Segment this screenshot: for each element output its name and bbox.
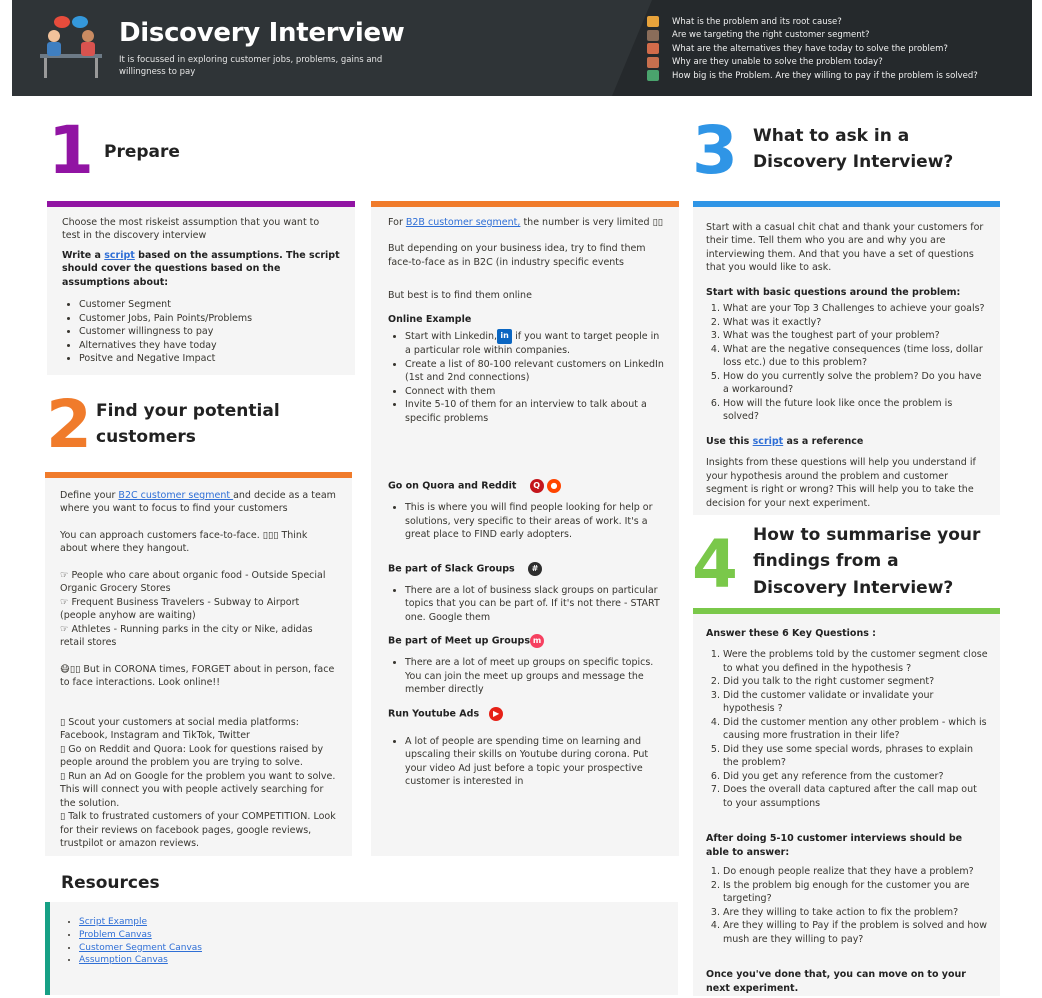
list-item: • Alternatives they have today — [79, 339, 340, 352]
list-item: 2. What was it exactly? — [723, 316, 988, 329]
list-item: • Customer willingness to pay — [79, 325, 340, 338]
questions-card: Start with a casual chit chat and thank your customers for their time. Tell them who you are and why you are interviewing them. And that you have a set of questions that you would like to ask. Start with basic questions around the problem: 1. What are your Top 3 Challenges to achieve your goals? 2. What was it exactly? 3. What was the toughest part of your problem? 4. What are the negative consequences (time loss, dollar loss etc.) due to this problem? 5. How do you currently solve the problem? Do you have a workaround? 6. How will the future look like once the problem is solved? Use this script as a reference Insights from these questions will help you understand if your hypothesis around the problem and customer segment is right or wrong? This will help you to take the decision for your next experiment. — [693, 201, 1000, 515]
list-item: • There are a lot of meet up groups on specific topics. You can join the meet up groups and message the member directly — [405, 656, 664, 696]
slack-icon: # — [528, 562, 542, 576]
list-item: 1. What are your Top 3 Challenges to achieve your goals? — [723, 302, 988, 315]
key-question: Are we targeting the right customer segment? — [647, 29, 978, 43]
reddit-icon: ● — [547, 479, 561, 493]
list-item: • Connect with them — [405, 385, 664, 398]
online-channels-card: For B2B customer segment, the number is very limited ▯▯ But depending on your business idea, try to find them face-to-face as in B2C (in industry specific events But best is to find them online Online Example • Start with Linkedin, in if you want to target people in a particular role within companies. • Create a list of 80-100 relevant customers on LinkedIn (1st and 2nd connections) • Connect with them • Invite 5-10 of them for an interview to talk about a specific problems Go on Quora and Reddit Q ● • This is where you will find people looking for help or solutions, very specific to their areas of work. It's a great place to FIND early adopters. Be part of Slack Groups # • There are a lot of business slack groups on particular topics that you can be part of. If it's not there - START one. Google them Be part of Meet up Groups m • There are a lot of meet up groups on specific topics. You can join the meet up groups and message the member directly Run Youtube Ads ▶ • A lot of people are spending time on learning and upscaling their skills on Youtube during corona. Put your video Ad just before a topic your prospective customer is interested in — [371, 201, 679, 856]
list-item: 1. Do enough people realize that they have a problem? — [723, 865, 988, 878]
quora-icon: Q — [530, 479, 544, 493]
b2c-segment-link[interactable]: B2C customer segment — [118, 490, 234, 501]
customer-segment-canvas-link[interactable]: Customer Segment Canvas — [79, 942, 202, 953]
money-icon — [647, 70, 659, 81]
people-icon — [647, 30, 659, 41]
prepare-card: Choose the most riskeist assumption that you want to test in the discovery interview Write a script based on the assumptions. The script should cover the questions based on the assumptions about: • Customer Segment • Customer Jobs, Pain Points/Problems • Customer willingness to pay • Alternatives they have today • Positve and Negative Impact — [47, 201, 355, 375]
b2b-segment-link[interactable]: B2B customer segment, — [405, 217, 521, 228]
step-number-2: 2 — [46, 386, 92, 463]
step-number-3: 3 — [692, 112, 738, 189]
resources-title: Resources — [61, 873, 160, 893]
list-item: 7. Does the overall data captured after the call map out to your assumptions — [723, 783, 988, 810]
section-title-find: Find your potential customers — [96, 401, 280, 448]
after-interviews-list — [706, 865, 988, 946]
list-item: 3. What was the toughest part of your problem? — [723, 329, 988, 342]
key-question: What is the problem and its root cause? — [647, 15, 978, 29]
list-item: • A lot of people are spending time on learning and upscaling their skills on Youtube during corona. Put your video Ad just before a topic your prospective customer is interested in — [405, 735, 664, 789]
linkedin-icon: in — [497, 329, 512, 344]
section-title-prepare: Prepare — [104, 142, 180, 162]
summary-card: Answer these 6 Key Questions : 1. Were the problems told by the customer segment close to what you defined in the hypothesis ? 2. Did you talk to the right customer segment? 3. Did the customer validate or invalidate your hypothesis ? 4. Did the customer mention any other problem - which is causing more frustration in their life? 5. Did they use some special words, phrases to explain the problem? 6. Did you get any reference from the customer? 7. Does the overall data captured after the call map out to your assumptions After doing 5-10 customer interviews should be able to answer: 1. Do enough people realize that they have a problem? 2. Is the problem big enough for the customer you are targeting? 3. Are they willing to take action to fix the problem? 4. Are they willing to Pay if the problem is solved and how mush are they willing to pay? Once you've done that, you can move on to your next experiment. — [693, 608, 1000, 996]
section-title-summarise: How to summarise your findings from a Discovery Interview? — [753, 525, 981, 598]
find-customers-card: Define your B2C customer segment and decide as a team where you want to focus to find your customers You can approach customers face-to-face. ▯▯▯ Think about where they hangout. ☞ People who care about organic food - Outside Special Organic Grocery Stores ☞ Frequent Business Travelers - Subway to Airport (people anyhow are waiting) ☞ Athletes - Running parks in the city or Nike, adidas retail stores 😷▯▯ But in CORONA times, FORGET about in person, face to face interactions. Look online!! ▯ Scout your customers at social media platforms: Facebook, Instagram and TikTok, Twitter ▯ Go on Reddit and Quora: Look for questions raised by people around the problem you are trying to solve. ▯ Run an Ad on Google for the problem you want to solve. This will connect you with people actively searching for the solution. ▯ Talk to frustrated customers of your COMPETITION. Look for their reviews on facebook pages, google reviews, trustpilot or amazon reviews. — [45, 472, 352, 856]
warning-icon — [647, 16, 659, 27]
meetup-icon: m — [530, 634, 544, 648]
list-item: 2. Did you talk to the right customer segment? — [723, 675, 988, 688]
list-item: 4. Are they willing to Pay if the problem is solved and how mush are they willing to pay? — [723, 919, 988, 946]
script-reference-link[interactable]: script — [752, 435, 784, 447]
problem-canvas-link[interactable]: Problem Canvas — [79, 929, 152, 940]
key-questions-ordered — [706, 648, 988, 810]
list-item: • Start with Linkedin, in if you want to target people in a particular role within companies. — [405, 329, 664, 357]
basic-questions-list — [706, 302, 988, 423]
youtube-icon: ▶ — [489, 707, 503, 721]
list-item: • There are a lot of business slack groups on particular topics that you can be part of. If it's not there - START one. Google them — [405, 584, 664, 624]
step-number-4: 4 — [692, 526, 738, 603]
person-icon — [647, 57, 659, 68]
list-item: 6. How will the future look like once the problem is solved? — [723, 397, 988, 424]
interview-illustration-icon — [40, 14, 102, 80]
assumption-canvas-link[interactable]: Assumption Canvas — [79, 955, 168, 966]
list-item: 4. Did the customer mention any other problem - which is causing more frustration in their life? — [723, 716, 988, 743]
list-item: 2. Is the problem big enough for the customer you are targeting? — [723, 879, 988, 906]
list-item: • Customer Jobs, Pain Points/Problems — [79, 312, 340, 325]
list-item: 3. Did the customer validate or invalidate your hypothesis ? — [723, 689, 988, 716]
section-title-what-to-ask: What to ask in a Discovery Interview? — [753, 126, 954, 173]
assumption-list — [62, 298, 340, 365]
list-item: 3. Are they willing to take action to fix the problem? — [723, 906, 988, 919]
page-subtitle: It is focussed in exploring customer jobs, problems, gains and willingness to pay — [119, 55, 383, 77]
script-example-link[interactable]: Script Example — [79, 917, 148, 927]
list-item: 4. What are the negative consequences (time loss, dollar loss etc.) due to this problem? — [723, 343, 988, 370]
list-item: 5. Did they use some special words, phrases to explain the problem? — [723, 743, 988, 770]
list-item: 6. Did you get any reference from the customer? — [723, 770, 988, 783]
resources-card — [45, 902, 678, 995]
list-item: • Invite 5-10 of them for an interview to talk about a specific problems — [405, 398, 664, 425]
list-item: • This is where you will find people looking for help or solutions, very specific to their areas of work. It's a great place to FIND early adopters. — [405, 501, 664, 541]
key-question: Why are they unable to solve the problem today? — [647, 56, 978, 70]
list-item: • Customer Segment — [79, 298, 340, 311]
list-item: • Create a list of 80-100 relevant customers on LinkedIn (1st and 2nd connections) — [405, 358, 664, 385]
step-number-1: 1 — [48, 112, 94, 189]
list-item: • Positve and Negative Impact — [79, 352, 340, 365]
person-icon — [647, 43, 659, 54]
script-instruction: Write a script based on the assumptions. The script should cover the questions based on the assumptions about: — [62, 249, 340, 288]
page-title: Discovery Interview — [119, 18, 405, 48]
script-link[interactable]: script — [104, 249, 135, 261]
list-item: 5. How do you currently solve the problem? Do you have a workaround? — [723, 370, 988, 397]
list-item: 1. Were the problems told by the customer segment close to what you defined in the hypothesis ? — [723, 648, 988, 675]
key-questions-list — [647, 15, 978, 83]
resources-list — [50, 902, 678, 967]
key-question: What are the alternatives they have today to solve the problem? — [647, 42, 978, 56]
header-banner — [12, 0, 1032, 96]
key-question: How big is the Problem. Are they willing to pay if the problem is solved? — [647, 69, 978, 83]
